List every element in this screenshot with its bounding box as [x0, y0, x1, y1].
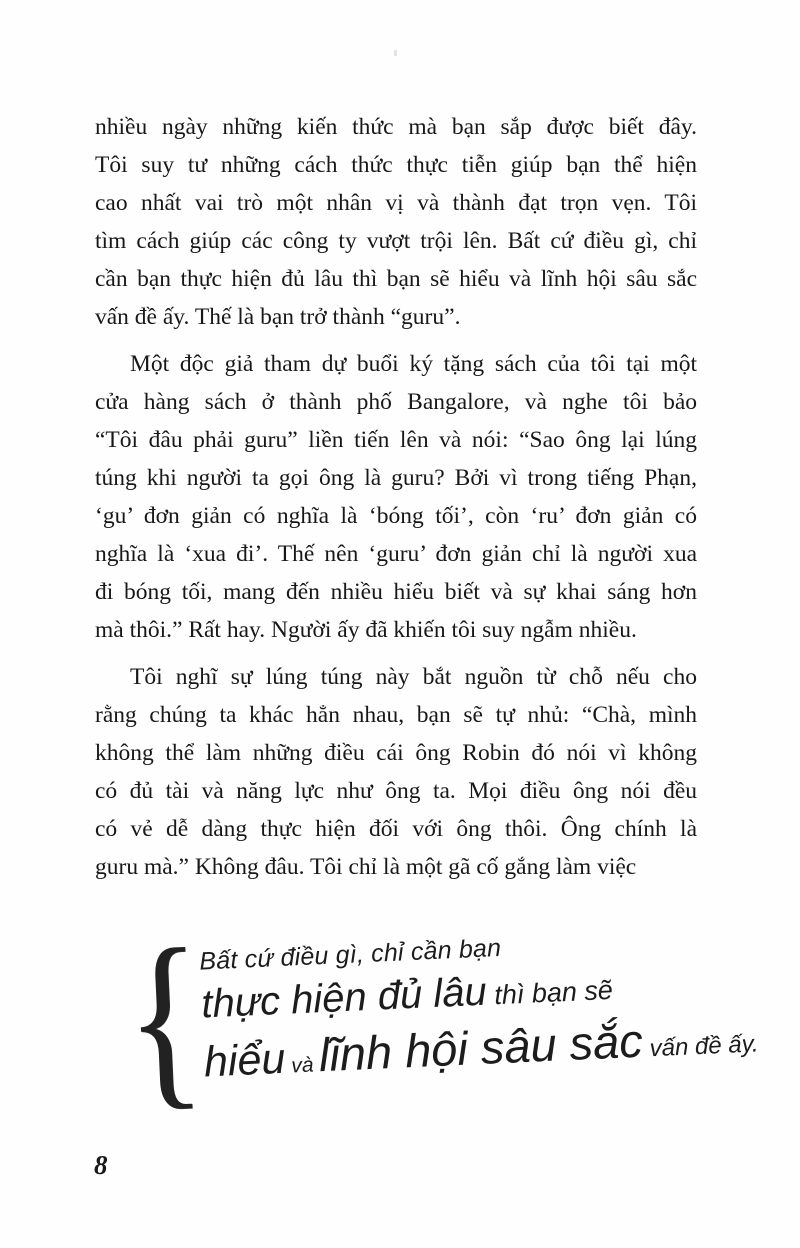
text-line: tìm cách giúp các công ty vượt trội lên. Bất cứ điều gì, chỉ: [95, 228, 697, 254]
text-line: nghĩa là ‘xua đi’. Thế nên ‘guru’ đơn giản chỉ là người xua: [95, 541, 697, 567]
text-line: cửa hàng sách ở thành phố Bangalore, và nghe tôi bảo: [95, 389, 697, 415]
pull-quote: [121, 902, 760, 1128]
brace-icon: {: [121, 908, 208, 1128]
pull-quote-emphasis-1: thực hiện đủ lâu: [200, 969, 488, 1027]
text-line: “Tôi đâu phải guru” liền tiến lên và nói: “Sao ông lại lúng: [95, 427, 697, 453]
body-text: [95, 108, 697, 895]
text-line: Một độc giả tham dự buổi ký tặng sách của tôi tại một: [130, 351, 697, 377]
text-line: ‘gu’ đơn giản có nghĩa là ‘bóng tối’, còn ‘ru’ đơn giản có: [95, 503, 697, 529]
pull-quote-outro: vấn đề ấy.: [642, 1030, 760, 1063]
text-line: Tôi suy tư những cách thức thực tiễn giúp bạn thể hiện: [95, 152, 697, 178]
pull-quote-connector-2: và: [285, 1053, 320, 1078]
page-number: 8: [94, 1150, 108, 1180]
text-line: Tôi nghĩ sự lúng túng này bắt nguồn từ chỗ nếu cho: [130, 664, 697, 690]
text-line: có vẻ dễ dàng thực hiện đối với ông thôi. Ông chính là: [95, 816, 697, 842]
text-line: rằng chúng ta khác hẳn nhau, bạn sẽ tự nhủ: “Chà, mình: [95, 702, 697, 728]
text-line: không thể làm những điều cái ông Robin đó nói vì không: [95, 740, 697, 766]
text-line: túng khi người ta gọi ông là guru? Bởi vì trong tiếng Phạn,: [95, 465, 697, 491]
pull-quote-emphasis-2: hiểu: [202, 1034, 287, 1087]
paragraph-3: [95, 658, 697, 886]
text-line: cao nhất vai trò một nhân vị và thành đạt trọn vẹn. Tôi: [95, 190, 697, 216]
pull-quote-text: [199, 924, 759, 1085]
text-line: cần bạn thực hiện đủ lâu thì bạn sẽ hiểu và lĩnh hội sâu sắc: [95, 266, 697, 292]
text-line: nhiều ngày những kiến thức mà bạn sắp được biết đây.: [95, 114, 697, 140]
text-line: có đủ tài và năng lực như ông ta. Mọi điều ông nói đều: [95, 778, 697, 804]
scan-artifact: [394, 50, 397, 56]
paragraph-1: [95, 108, 697, 336]
text-line: vấn đề ấy. Thế là bạn trở thành “guru”.: [95, 304, 461, 330]
paragraph-2: [95, 345, 697, 649]
text-line: guru mà.” Không đâu. Tôi chỉ là một gã cố gắng làm việc: [95, 854, 637, 880]
text-line: đi bóng tối, mang đến nhiều hiểu biết và sự khai sáng hơn: [95, 579, 697, 605]
pull-quote-intro: Bất cứ điều gì, chỉ cần bạn: [198, 934, 502, 976]
text-line: mà thôi.” Rất hay. Người ấy đã khiến tôi suy ngẫm nhiều.: [95, 617, 637, 643]
pull-quote-connector-1: thì bạn sẽ: [486, 974, 614, 1011]
pull-quote-emphasis-3: lĩnh hội sâu sắc: [317, 1013, 644, 1082]
